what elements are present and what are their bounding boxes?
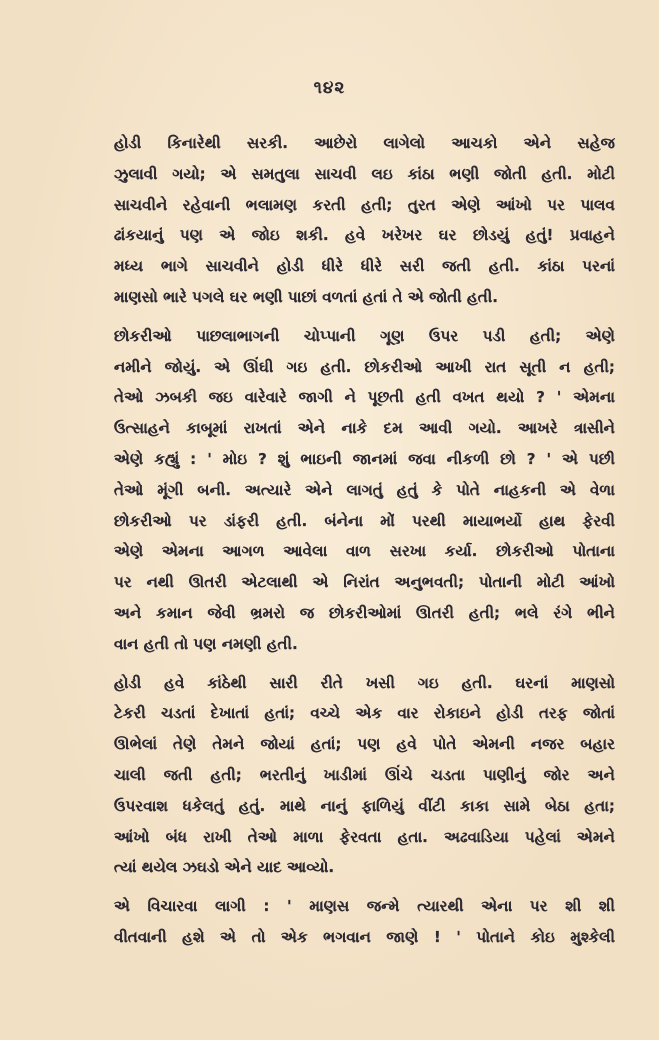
text-line: એણે એમના આગળ આવેલા વાળ સરખા કર્યા. છોકરીઓ પોતાના [114, 542, 615, 561]
text-line: મધ્ય ભાગે સાચવીને હોડી ધીરે ધીરે સરી જતી હતી. કાંઠા પરનાં [114, 257, 615, 276]
text-line: તેઓ મૂંગી બની. અત્યારે એને લાગતું હતું કે પોતે નાહકની એ વેળા [114, 480, 615, 499]
paragraph-3 [88, 668, 615, 884]
text-line: છોકરીઓ પાછલાભાગની ચોપ્પાની ગૂણ ઉપર પડી હતી; એણે [114, 326, 615, 345]
text-line: છોકરીઓ પર ડાંફરી હતી. બંનેના મોં પરથી માયાભર્યો હાથ ફેરવી [114, 511, 615, 530]
paragraph-4 [88, 891, 615, 953]
text-line: એણે કહ્યું : ' મોઇ ? શું ભાઇની જાનમાં જવા નીકળી છો ? ' એ પછી [114, 449, 615, 468]
text-line: હોડી હવે કાંઠેથી સારી રીતે ખસી ગઇ હતી. ઘરનાં માણસો [114, 673, 615, 692]
paragraph-1 [88, 128, 615, 313]
text-line: ટેકરી ચડતાં દેખાતાં હતાં; વચ્ચે એક વાર રોકાઇને હોડી તરફ જોતાં [114, 704, 615, 723]
text-line: એ વિચારવા લાગી : ' માણસ જન્મે ત્યારથી એના પર શી શી [114, 897, 615, 916]
text-line: માણસો ભારે પગલે ઘર ભણી પાછાં વળતાં હતાં તે એ જોતી હતી. [114, 287, 498, 306]
text-line: અને કમાન જેવી ભ્રમરો જ છોકરીઓમાં ઊતરી હતી; ભલે રંગે ભીને [114, 603, 615, 622]
text-line: વાન હતી તો પણ નમણી હતી. [114, 634, 298, 653]
text-line: તેઓ ઝબકી જઇ વારેવારે જાગી ને પૂછતી હતી વખત થયો ? ' એમના [114, 388, 615, 407]
body-text [88, 128, 615, 961]
text-line: ત્યાં થયેલ ઝઘડો એને યાદ આવ્યો. [114, 858, 335, 877]
page-number: ૧૪૨ [313, 78, 346, 98]
text-line: ઊભેલાં તેણે તેમને જોયાં હતાં; પણ હવે પોતે એમની નજર બહાર [114, 735, 615, 754]
text-line: પર નથી ઊતરી એટલાથી એ નિરાંત અનુભવતી; પોતાની મોટી આંખો [114, 573, 615, 592]
text-line: આંખો બંધ રાખી તેઓ માળા ફેરવતા હતા. અઢવાડિયા પહેલાં એમને [114, 827, 615, 846]
text-line: સાચવીને રહેવાની ભલામણ કરતી હતી; તુરત એણે આંખો પર પાલવ [114, 195, 615, 214]
text-line: ઝુલાવી ગયો; એ સમતુલા સાચવી લઇ કાંઠા ભણી જોતી હતી. મોટી [114, 164, 615, 183]
paragraph-2 [88, 321, 615, 660]
text-line: ઉપરવાશ ધકેલતું હતું. માથે નાનું ફાળિયું વીંટી કાકા સામે બેઠા હતા; [114, 796, 615, 815]
text-line: ઉત્સાહને કાબૂમાં રાખતાં એને નાકે દમ આવી ગયો. આખરે ત્રાસીને [114, 419, 615, 438]
text-line: ચાલી જતી હતી; ભરતીનું ખાડીમાં ઊંચે ચડતા પાણીનું જોર અને [114, 765, 615, 784]
text-line: ઢાંકયાનું પણ એ જોઇ શકી. હવે ખરેખર ઘર છોડયું હતું! પ્રવાહને [114, 226, 615, 245]
text-line: નમીને જોયું. એ ઊંઘી ગઇ હતી. છોકરીઓ આખી રાત સૂતી ન હતી; [114, 357, 615, 376]
text-line: વીતવાની હશે એ તો એક ભગવાન જાણે ! ' પોતાને કોઇ મુશ્કેલી [114, 927, 615, 946]
text-line: હોડી કિનારેથી સરકી. આછેરો લાગેલો આચકો એને સહેજ [114, 134, 615, 152]
